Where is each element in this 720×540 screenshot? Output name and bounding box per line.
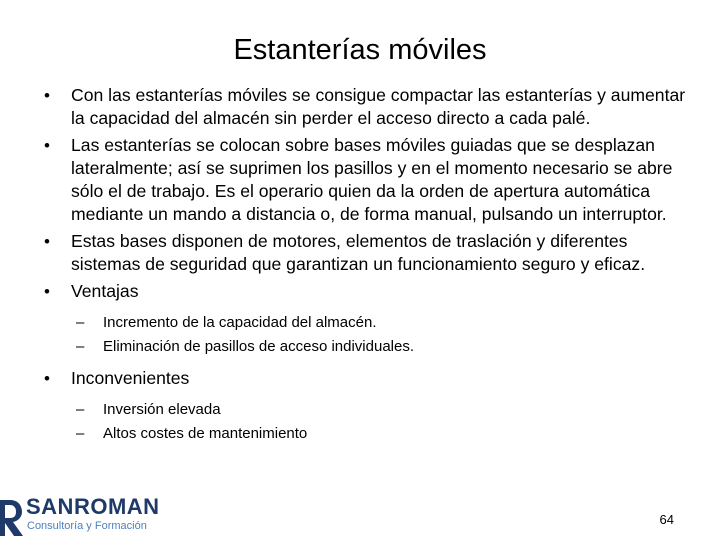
bullet-text: Inconvenientes xyxy=(71,368,190,388)
sub-bullet-item xyxy=(71,398,694,422)
bullet-item xyxy=(44,134,694,226)
bullet-item xyxy=(44,367,694,446)
page-number: 64 xyxy=(659,512,674,527)
bullet-text: Las estanterías se colocan sobre bases móviles guiadas que se desplazan lateralmente; así se suprimen los pasillos y en el momento necesario se abre sólo el de trabajo. Es el operario quien da la orden de apertura automática mediante un mando a distancia o, de forma manual, pulsando un interruptor. xyxy=(71,135,673,224)
company-logo xyxy=(0,494,160,540)
sub-bullet-list xyxy=(71,398,694,446)
sub-bullet-text: Incremento de la capacidad del almacén. xyxy=(103,314,377,331)
bullet-item xyxy=(44,280,694,359)
bullet-dot-icon: • xyxy=(44,369,50,388)
bullet-text: Estas bases disponen de motores, elementos de traslación y diferentes sistemas de seguridad que garantizan un funcionamiento seguro y eficaz. xyxy=(71,231,646,274)
bullet-dot-icon: • xyxy=(44,86,50,105)
bullet-item xyxy=(44,84,694,130)
sub-bullet-text: Inversión elevada xyxy=(103,401,221,418)
dash-icon: – xyxy=(76,425,85,442)
sub-bullet-item xyxy=(71,422,694,446)
logo-tagline: Consultoría y Formación xyxy=(27,520,147,532)
sub-bullet-text: Altos costes de mantenimiento xyxy=(103,425,308,442)
sub-bullet-item xyxy=(71,311,694,335)
bullet-text: Con las estanterías móviles se consigue compactar las estanterías y aumentar la capacidad del almacén sin perder el acceso directo a cada palé. xyxy=(71,85,686,128)
bullet-dot-icon: • xyxy=(44,282,50,301)
bullet-item xyxy=(44,230,694,276)
bullet-text: Ventajas xyxy=(71,281,139,301)
sub-bullet-item xyxy=(71,335,694,359)
logo-r-icon xyxy=(0,494,24,540)
slide-title: Estanterías móviles xyxy=(233,34,487,66)
bullet-dot-icon: • xyxy=(44,232,50,251)
dash-icon: – xyxy=(76,314,85,331)
dash-icon: – xyxy=(76,338,85,355)
dash-icon: – xyxy=(76,401,85,418)
logo-name: SANROMAN xyxy=(26,494,160,519)
bullet-dot-icon: • xyxy=(44,136,50,155)
bullet-list xyxy=(44,84,694,454)
sub-bullet-text: Eliminación de pasillos de acceso individuales. xyxy=(103,338,415,355)
sub-bullet-list xyxy=(71,311,694,359)
